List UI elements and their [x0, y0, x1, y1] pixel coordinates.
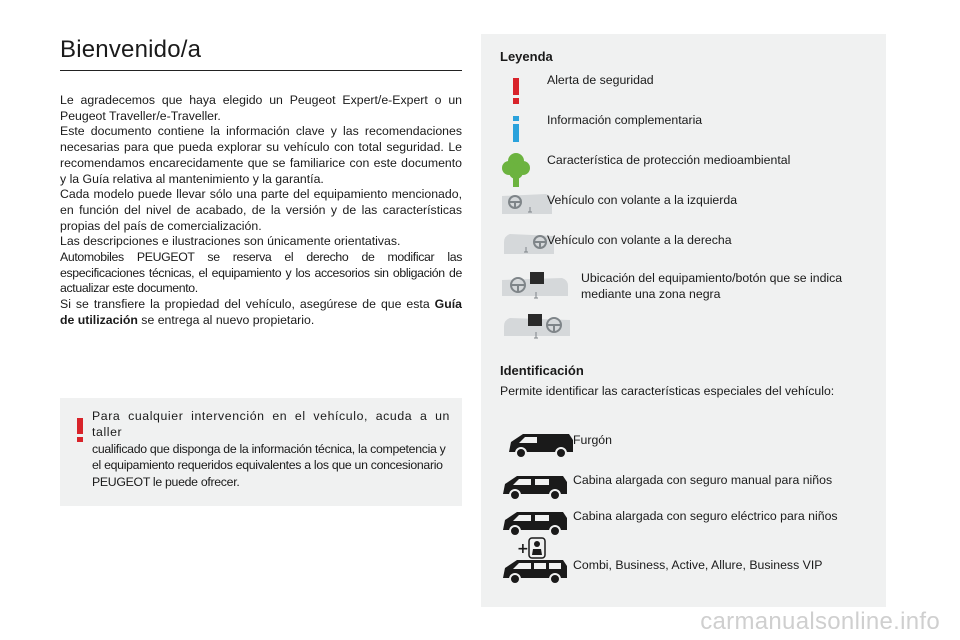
transfer-text-start: Si se transfiere la propiedad del vehículo, asegúrese de que esta — [60, 297, 435, 312]
legend-item-rhd: Vehículo con volante a la derecha — [547, 233, 732, 247]
legend-panel — [481, 34, 886, 607]
combi-icon — [501, 556, 571, 586]
van-icon — [507, 430, 577, 460]
intro-paragraph-6 — [60, 297, 462, 328]
welcome-section — [60, 36, 462, 329]
intro-paragraph-3: Cada modelo puede llevar sólo una parte del equipamiento mencionado, en función del nivel de acabado, de la versión y de las características propias del país de comercialización. — [60, 187, 462, 233]
legend-item-black-zone: Ubicación del equipamiento/botón que se indica mediante una zona negra — [581, 271, 843, 301]
legend-title: Leyenda — [500, 49, 553, 64]
intro-paragraph-5: Automobiles PEUGEOT se reserva el derecho de modificar las especificaciones técnicas, el equipamiento y los accesorios sin obligación de actualizar este documento. — [60, 250, 462, 296]
intro-paragraph-2: Este documento contiene la información clave y las recomendaciones necesarias para que pueda explorar su vehículo con total seguridad. Le recomendamos encarecidamente que se familiarice con este documento y la Guía relativa al mantenimiento y la garantía. — [60, 124, 462, 186]
svg-text:+: + — [517, 541, 529, 557]
exclamation-icon — [76, 418, 84, 442]
guide-name: Guía de utilización — [60, 297, 462, 327]
page-title: Bienvenido/a — [60, 36, 202, 63]
legend-item-environment: Característica de protección medioambiental — [547, 153, 791, 167]
exclamation-icon — [511, 78, 521, 104]
intro-paragraph-1: Le agradecemos que haya elegido un Peugeot Expert/e-Expert o un Peugeot Traveller/e-Traveller. — [60, 93, 462, 123]
black-zone-dashboard-icon — [502, 270, 570, 302]
warning-text-line1: Para cualquier intervención en el vehículo, acuda a un taller — [92, 409, 450, 440]
identification-item-crew-cab-manual: Cabina alargada con seguro manual para niños — [573, 473, 833, 487]
crew-cab-icon — [501, 472, 571, 502]
title-divider — [60, 70, 462, 71]
warning-text-rest: cualificado que disponga de la información técnica, la competencia y el equipamiento requeridos equivalentes a los que un concesionario PEUGEOT le puede ofrecer. — [92, 441, 446, 489]
watermark: carmanualsonline.info — [700, 608, 940, 635]
warning-text — [92, 408, 450, 490]
identification-item-crew-cab-electric: Cabina alargada con seguro eléctrico para niños — [573, 509, 838, 523]
identification-item-combi: Combi, Business, Active, Allure, Business VIP — [573, 558, 823, 572]
identification-item-van: Furgón — [573, 433, 612, 447]
black-zone-rhd-dashboard-icon — [502, 310, 570, 342]
legend-item-lhd: Vehículo con volante a la izquierda — [547, 193, 738, 207]
intro-paragraph-4: Las descripciones e ilustraciones son únicamente orientativas. — [60, 234, 401, 249]
tree-icon — [502, 152, 530, 188]
identification-title: Identificación — [500, 363, 584, 378]
legend-item-info: Información complementaria — [547, 113, 703, 127]
crew-cab-electric-lock-icon — [501, 508, 571, 538]
identification-intro: Permite identificar las características especiales del vehículo: — [500, 384, 835, 398]
transfer-text-end: se entrega al nuevo propietario. — [137, 312, 315, 327]
info-icon — [511, 116, 521, 142]
warning-box — [60, 398, 462, 506]
legend-item-alert: Alerta de seguridad — [547, 73, 654, 87]
